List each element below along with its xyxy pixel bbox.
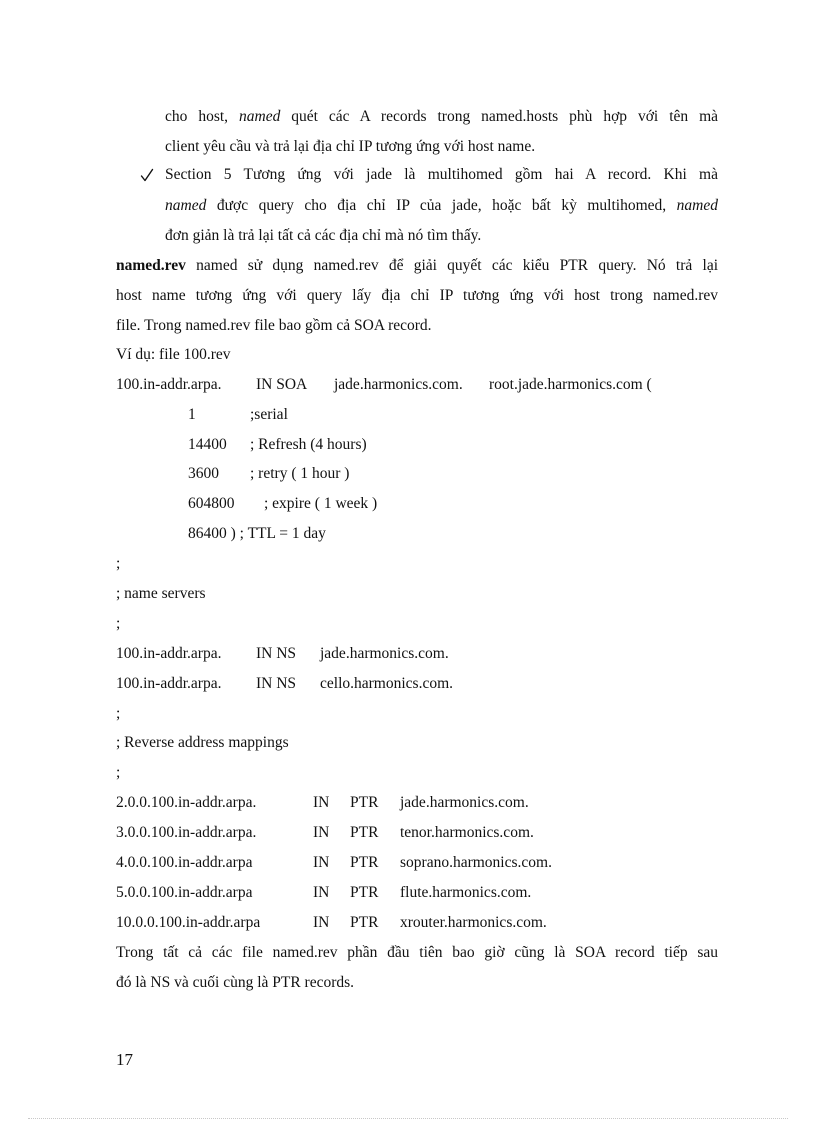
example-label: Ví dụ: file 100.rev (116, 346, 231, 363)
page-number: 17 (116, 1050, 133, 1069)
bullet-line: đơn giản là trả lại tất cả các địa chỉ mà nó tìm thấy. (165, 227, 482, 244)
term-named: named (239, 108, 281, 125)
checkmark-icon (140, 165, 154, 185)
paragraph-line: Trong tất cả các file named.rev phần đầu tiên bao giờ cũng là SOA record tiếp sau (116, 944, 718, 961)
zone-comment: ; Reverse address mappings (116, 734, 289, 751)
paragraph-line: cho host, named quét các A records trong named.hosts phù hợp với tên mà (165, 108, 719, 125)
paragraph-line: host name tương ứng với query lấy địa chỉ IP tương ứng với host trong named.rev (116, 287, 718, 304)
document-page: cho host, named quét các A records trong named.hosts phù hợp với tên mà client yêu cầu và trả lại địa chỉ IP tương ứng với host name. Section 5 Tương ứng với jade là multihomed gồm hai A record. Khi mà named được query cho địa chỉ IP của jade, hoặc bất kỳ multihomed, named đơn giản là trả lại tất cả các địa chỉ mà nó tìm thấy. named.rev named sử dụng named.rev để giải quyết các kiểu PTR query. Nó trả lại host name tương ứng với query lấy địa chỉ IP tương ứng với host trong named.rev file. Trong named.rev file bao gồm cả SOA record. Ví dụ: file 100.rev 100.in-addr.arpa. IN SOA jade.harmonics.com. root.jade.harmonics.com ( 1 ;serial 14400 ; Refresh (4 hours) 3600 ; retry ( 1 hour ) 604800 ; expire ( 1 week ) 86400 ) ; TTL = 1 day ; ; name servers ; 100.in-addr.arpa. IN NS jade.harmonics.com. 100.in-addr.arpa. IN NS cello.harmonics.com. ; ; Reverse address mappings ; 2.0.0.100.in-addr.arpa. IN PTR jade.harmonics.com. 3.0.0.100.in-addr.arpa. IN PTR tenor.harmonics.com. 4.0.0.100.in-addr.arpa IN PTR soprano.harmonics.com. 5.0.0.100.in-addr.arpa IN PTR flute.harmonics.com. 10.0.0.100.in-addr.arpa IN PTR xrouter.harmonics.com. Trong tất cả các file named.rev phần đầu tiên bao giờ cũng là SOA record tiếp sau đó là NS và cuối cùng là PTR records. 17 (0, 0, 816, 1123)
zone-comment: ; (116, 764, 121, 781)
zone-comment: ; (116, 615, 121, 632)
bullet-line: Section 5 Tương ứng với jade là multihomed gồm hai A record. Khi mà (165, 166, 718, 183)
paragraph-line: client yêu cầu và trả lại địa chỉ IP tương ứng với host name. (165, 138, 536, 155)
paragraph-line: đó là NS và cuối cùng là PTR records. (116, 974, 355, 991)
paragraph-line: named.rev named sử dụng named.rev để giải quyết các kiểu PTR query. Nó trả lại (116, 257, 718, 274)
soa-ttl-row: 86400 ) ; TTL = 1 day (188, 525, 326, 542)
zone-comment: ; (116, 555, 121, 572)
term-named-rev: named.rev (116, 257, 186, 274)
paragraph-line: file. Trong named.rev file bao gồm cả SOA record. (116, 317, 432, 334)
page-bottom-divider (28, 1118, 788, 1119)
bullet-line: named được query cho địa chỉ IP của jade, hoặc bất kỳ multihomed, named (165, 197, 718, 214)
zone-comment: ; (116, 705, 121, 722)
zone-comment: ; name servers (116, 585, 206, 602)
